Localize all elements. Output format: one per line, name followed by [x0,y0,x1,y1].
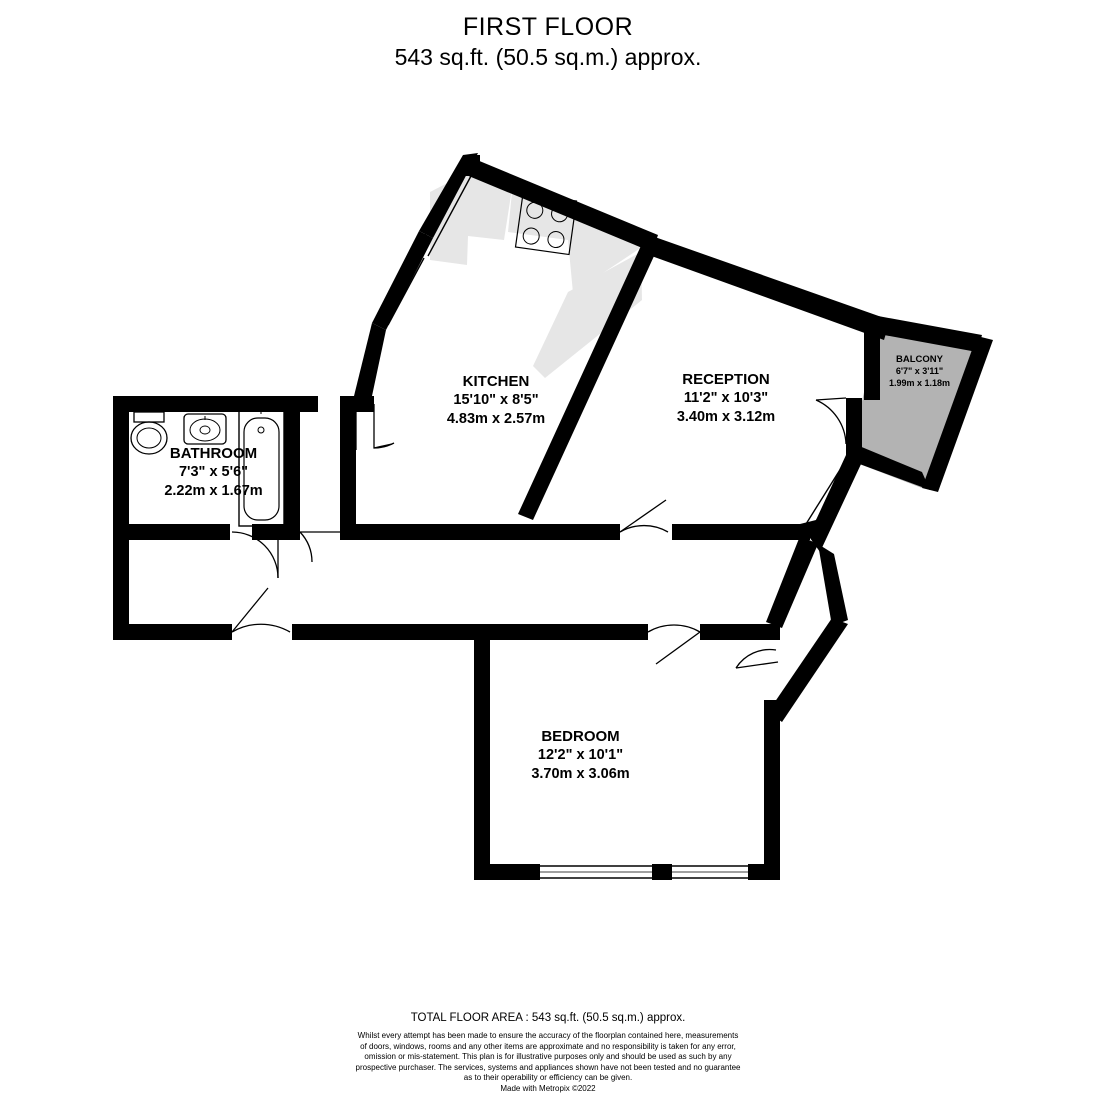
room-label-balcony [852,354,987,389]
room-dimensions-imperial: 11'2" x 10'3" [616,389,836,408]
disclaimer-line-4: prospective purchaser. The services, systems and appliances shown have not been tested and no guarantee [0,1063,1096,1074]
disclaimer-line-2: of doors, windows, rooms and any other items are approximate and no responsibility is taken for any error, [0,1042,1096,1053]
page-subtitle-area: 543 sq.ft. (50.5 sq.m.) approx. [0,42,1096,72]
room-name: BEDROOM [473,727,688,746]
page-title: FIRST FLOOR [0,12,1096,42]
room-name: KITCHEN [381,372,611,391]
room-name: RECEPTION [616,370,836,389]
room-dimensions-imperial: 15'10" x 8'5" [381,391,611,410]
disclaimer-line-3: omission or mis-statement. This plan is for illustrative purposes only and should be used as such by any [0,1052,1096,1063]
room-label-kitchen [381,372,611,428]
room-dimensions-imperial: 6'7" x 3'11" [852,366,987,378]
room-dimensions-metric: 4.83m x 2.57m [381,410,611,429]
disclaimer [0,1031,1096,1084]
room-name: BALCONY [852,354,987,366]
room-dimensions-metric: 2.22m x 1.67m [106,482,321,501]
room-label-bathroom [106,444,321,500]
room-dimensions-metric: 1.99m x 1.18m [852,378,987,390]
room-dimensions-metric: 3.40m x 3.12m [616,408,836,427]
room-name: BATHROOM [106,444,321,463]
footer [0,1010,1096,1094]
room-label-bedroom [473,727,688,783]
disclaimer-line-5: as to their operability or efficiency can be given. [0,1073,1096,1084]
made-with-credit: Made with Metropix ©2022 [0,1084,1096,1094]
room-dimensions-imperial: 12'2" x 10'1" [473,746,688,765]
room-dimensions-metric: 3.70m x 3.06m [473,765,688,784]
disclaimer-line-1: Whilst every attempt has been made to ensure the accuracy of the floorplan contained here, measurements [0,1031,1096,1042]
room-label-reception [616,370,836,426]
total-floor-area: TOTAL FLOOR AREA : 543 sq.ft. (50.5 sq.m.) approx. [0,1010,1096,1026]
room-dimensions-imperial: 7'3" x 5'6" [106,463,321,482]
